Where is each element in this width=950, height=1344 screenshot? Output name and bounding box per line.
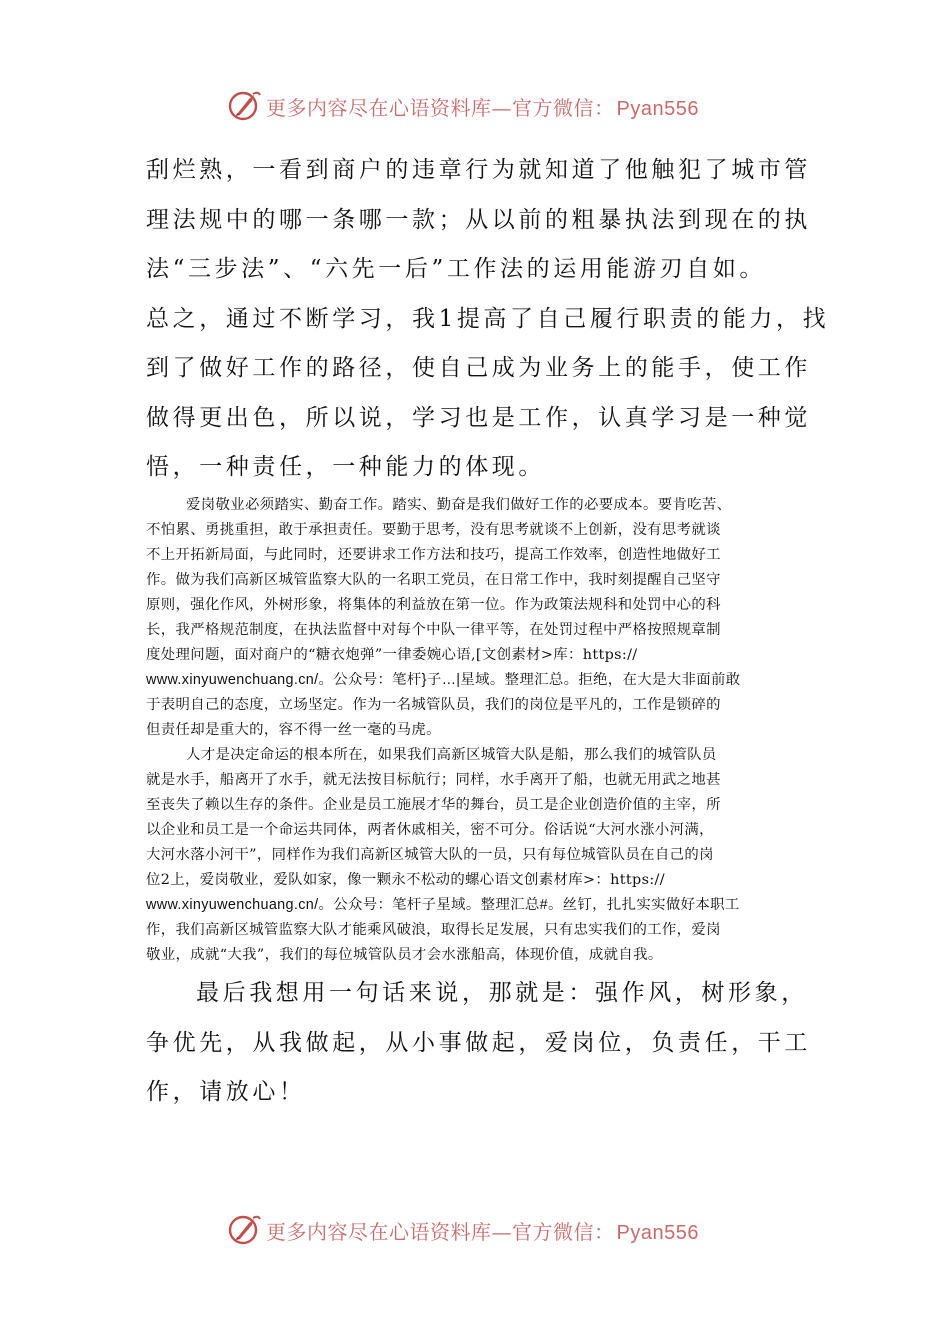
text-line: 以企业和员工是一个命运共同体，两者休戚相关，密不可分。俗话说“大河水涨小河满， [146, 822, 714, 838]
text-line: 悟，一种责任，一种能力的体现。 [146, 454, 545, 480]
text-line: 不上开拓新局面，与此同时，还要讲求工作方法和技巧，提高工作效率，创造性地做好工 [146, 547, 721, 563]
text-line: 法“三步法”、“六先一后”工作法的运用能游刃自如。 [146, 256, 767, 282]
text-line: 位2上，爱岗敬业，爱队如家，像一颗永不松动的螺心语文创素材库>：https:// [146, 872, 665, 888]
paragraph-study [146, 146, 830, 493]
text-line: 敬业，成就“大我”，我们的每位城管队员才会水涨船高，体现价值，成就自我。 [146, 947, 663, 963]
text-line: 原则，强化作风，外树形象，将集体的利益放在第一位。作为政策法规科和处罚中心的科 [146, 597, 721, 613]
text-line: 刮烂熟，一看到商户的违章行为就知道了他触犯了城市管 [146, 157, 811, 183]
text-line: 爱岗敬业必须踏实、勤奋工作。踏实、勤奋是我们做好工作的必要成本。要肯吃苦、 [186, 497, 732, 513]
header-banner [228, 84, 699, 128]
text-line: 到了做好工作的路径，使自己成为业务上的能手，使工作 [146, 355, 811, 381]
text-line: 长，我严格规范制度，在执法监督中对每个中队一律平等，在处罚过程中严格按照规章制 [146, 622, 721, 638]
text-line: 总之，通过不断学习，我1提高了自己履行职责的能力，找 [146, 305, 830, 332]
paragraph-conclusion [146, 969, 811, 1118]
text-line: 人才是决定命运的根本所在，如果我们高新区城管大队是船，那么我们的城管队员 [186, 747, 717, 763]
wechat-id: Pyan556 [616, 97, 699, 120]
text-line: 最后我想用一句话来说，那就是：强作风，树形象， [196, 980, 808, 1006]
banner-title: 更多内容尽在心语资料库—官方微信： Pyan556 [266, 95, 699, 120]
paragraph-dedication [146, 493, 808, 968]
text-line: 不怕累、勇挑重担，敢于承担责任。要勤于思考，没有思考就谈不上创新，没有思考就谈 [146, 522, 721, 538]
text-line: 做得更出色，所以说，学习也是工作，认真学习是一种觉 [146, 404, 811, 431]
text-line: www.xinyuwenchuang.cn/。公众号：笔杆}子…|星域。整理汇总。拒绝，在大是大非面前敢 [146, 672, 741, 688]
text-line: 作。做为我们高新区城管监察大队的一名职工党员，在日常工作中，我时刻提醒自己坚守 [146, 572, 721, 588]
text-line: 作，我们高新区城管监察大队才能乘风破浪，取得长足发展，只有忠实我们的工作，爱岗 [146, 922, 721, 938]
text-line: 度处理问题，面对商户的“糖衣炮弹”一律委婉心语,[文创素材>库：https:// [146, 647, 638, 663]
pen-logo-icon [228, 1213, 262, 1247]
text-line: 理法规中的哪一条哪一款；从以前的粗暴执法到现在的执 [146, 206, 811, 233]
text-line: 至丧失了赖以生存的条件。企业是员工施展才华的舞台，员工是企业创造价值的主宰，所 [146, 797, 721, 813]
pen-logo-icon [228, 89, 262, 123]
text-line: 作，请放心！ [146, 1079, 306, 1105]
text-line: 大河水落小河干”，同样作为我们高新区城管大队的一员，只有每位城管队员在自己的岗 [146, 847, 714, 863]
text-line: 争优先，从我做起，从小事做起，爱岗位，负责任，干工 [146, 1029, 811, 1056]
text-line: 但责任却是重大的，容不得一丝一毫的马虎。 [146, 722, 441, 738]
footer-banner [228, 1208, 699, 1252]
banner-title: 更多内容尽在心语资料库—官方微信： Pyan556 [266, 1219, 699, 1244]
text-line: www.xinyuwenchuang.cn/。公众号：笔杆子星域。整理汇总#。丝钉，扎扎实实做好本职工 [146, 897, 740, 913]
wechat-id: Pyan556 [616, 1221, 699, 1244]
text-line: 于表明自己的态度，立场坚定。作为一名城管队员，我们的岗位是平凡的，工作是锁碎的 [146, 697, 721, 713]
text-line: 就是水手，船离开了水手，就无法按目标航行；同样，水手离开了船，也就无用武之地甚 [146, 772, 721, 788]
